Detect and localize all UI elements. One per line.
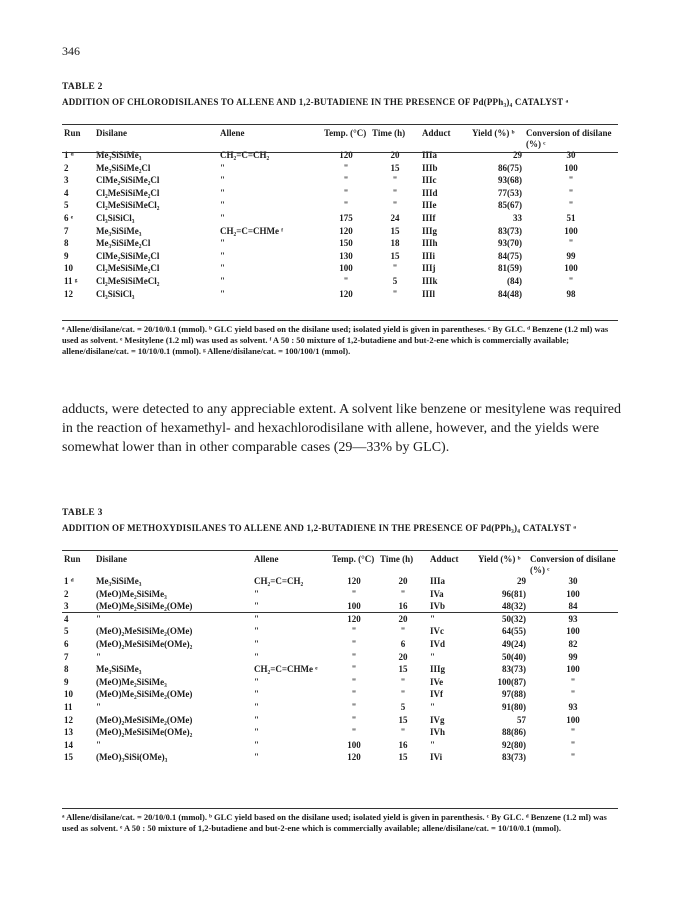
cell-conversion: " xyxy=(570,739,576,750)
table-row xyxy=(62,688,618,701)
cell-disilane: ClMe₂SiSiMe₂Cl xyxy=(96,250,160,261)
cell-adduct: " xyxy=(430,613,435,624)
cell-yield: 96(81) xyxy=(502,588,526,599)
cell-temp: 120 xyxy=(347,613,361,624)
table3 xyxy=(62,554,618,764)
cell-yield: 83(73) xyxy=(502,752,526,763)
table2-header-disilane: Disilane xyxy=(96,128,128,138)
table-row xyxy=(62,701,618,714)
cell-run: 7 xyxy=(64,651,69,662)
cell-run: 8 xyxy=(64,664,69,675)
cell-yield: 93(68) xyxy=(498,175,522,186)
cell-allene: CH₂=C=CH₂ xyxy=(254,576,304,586)
cell-temp: 100 xyxy=(339,263,353,274)
cell-temp: 120 xyxy=(347,576,361,586)
cell-temp: " xyxy=(351,689,357,700)
cell-yield: 93(70) xyxy=(498,238,522,249)
cell-disilane: Cl₃SiSiCl₃ xyxy=(96,212,135,223)
cell-time: 15 xyxy=(398,752,408,763)
cell-adduct: IIIe xyxy=(422,200,437,211)
cell-time: " xyxy=(400,588,406,599)
cell-time: 16 xyxy=(398,739,408,750)
cell-conversion: 100 xyxy=(566,664,580,675)
table3-header-time: Time (h) xyxy=(380,554,414,564)
table2-header-temp: Temp. (°C) xyxy=(324,128,367,138)
cell-disilane: (MeO)Me₂SiSiMe₂(OMe) xyxy=(96,689,193,700)
table-row xyxy=(62,174,618,187)
cell-time: 20 xyxy=(398,576,408,586)
cell-yield: 29 xyxy=(513,150,522,160)
cell-yield: 83(73) xyxy=(502,664,526,675)
table-row xyxy=(62,588,618,601)
cell-temp: 100 xyxy=(347,601,361,612)
cell-conversion: " xyxy=(568,187,574,198)
cell-time: " xyxy=(400,727,406,738)
cell-temp: 130 xyxy=(339,250,353,261)
table-row xyxy=(62,162,618,175)
cell-disilane: " xyxy=(96,739,101,750)
table3-footnote: ᵃ Allene/disilane/cat. = 20/10/0.1 (mmol). ᵇ GLC yield based on the disilane used; isolated yield is given in parenthesis. ᶜ By GLC. ᵈ Benzene (1.2 ml) was used as solvent. ᵉ A 50 : 50 mixture of 1,2-butadiene and but-2-ene which is commercially available; allene/disilane/cat. = 10/10/0.1 (mmol). xyxy=(62,812,607,833)
table-row xyxy=(62,676,618,689)
cell-conversion: 99 xyxy=(568,651,578,662)
table2-caption: ADDITION OF CHLORODISILANES TO ALLENE AND 1,2-BUTADIENE IN THE PRESENCE OF Pd(PPh₃)₄ CATALYST ᵃ xyxy=(62,97,569,107)
cell-time: " xyxy=(400,689,406,700)
cell-allene: " xyxy=(254,601,259,612)
cell-adduct: " xyxy=(430,739,435,750)
table2-header-row xyxy=(62,128,618,149)
cell-adduct: IVc xyxy=(430,626,444,637)
body-paragraph: adducts, were detected to any appreciable extent. A solvent like benzene or mesitylene was required in the reaction of hexamethyl- and hexachlorodisilane with allene, however, and the yields were somewhat lower than in other comparable cases (29—33% by GLC). xyxy=(62,402,622,455)
cell-disilane: (MeO)₂MeSiSiMe₂(OMe) xyxy=(96,626,193,637)
table-row xyxy=(62,262,618,275)
cell-time: " xyxy=(392,187,398,198)
table-row xyxy=(62,651,618,664)
cell-time: " xyxy=(400,676,406,687)
table-row xyxy=(62,250,618,263)
cell-time: 6 xyxy=(400,638,406,649)
cell-run: 15 xyxy=(64,752,73,763)
cell-adduct: " xyxy=(430,651,435,662)
cell-conversion: " xyxy=(568,238,574,249)
cell-disilane: Me₃SiSiMe₃ xyxy=(96,225,142,236)
table-row xyxy=(62,751,618,764)
cell-conversion: 82 xyxy=(568,638,578,649)
cell-conversion: 100 xyxy=(564,162,578,173)
cell-allene: " xyxy=(254,588,259,599)
cell-time: 20 xyxy=(390,150,400,160)
cell-disilane: (MeO)Me₂SiSiMe₃ xyxy=(96,588,167,599)
cell-adduct: IVd xyxy=(430,638,446,649)
cell-allene: " xyxy=(220,200,225,211)
cell-temp: 120 xyxy=(339,150,353,160)
table3-header-conversion: Conversion of disilane (%) ᶜ xyxy=(530,554,616,575)
cell-allene: " xyxy=(254,626,259,637)
cell-allene: " xyxy=(220,162,225,173)
cell-temp: " xyxy=(351,676,357,687)
cell-temp: " xyxy=(351,664,357,675)
cell-temp: " xyxy=(351,701,357,712)
cell-temp: " xyxy=(351,727,357,738)
cell-run: 5 xyxy=(64,200,69,211)
cell-disilane: " xyxy=(96,613,101,624)
table3-top-rule xyxy=(62,550,618,551)
cell-yield: 50(32) xyxy=(502,613,526,624)
cell-temp: " xyxy=(351,714,357,725)
cell-run: 8 xyxy=(64,238,69,249)
cell-adduct: IVb xyxy=(430,601,446,612)
cell-time: " xyxy=(392,263,398,274)
cell-time: 5 xyxy=(400,701,406,712)
table3-header-row xyxy=(62,554,618,575)
cell-temp: 120 xyxy=(339,288,353,299)
cell-run: 2 xyxy=(64,162,69,173)
table-row xyxy=(62,739,618,752)
table-row xyxy=(62,225,618,238)
cell-adduct: IVf xyxy=(430,689,443,700)
cell-conversion: 98 xyxy=(566,288,576,299)
cell-adduct: IIIb xyxy=(422,162,438,173)
cell-adduct: IIIa xyxy=(430,576,446,586)
table-row xyxy=(62,575,618,588)
cell-yield: 50(40) xyxy=(502,651,526,662)
cell-temp: 120 xyxy=(347,752,361,763)
cell-yield: 92(80) xyxy=(502,739,526,750)
cell-run: 6 xyxy=(64,638,69,649)
cell-run: 2 xyxy=(64,588,69,599)
cell-allene: " xyxy=(220,187,225,198)
cell-disilane: (MeO)₃SiSi(OMe)₃ xyxy=(96,752,168,763)
cell-run: 12 xyxy=(64,714,73,725)
table-row xyxy=(62,638,618,651)
table-row xyxy=(62,625,618,638)
cell-disilane: Cl₃SiSiCl₃ xyxy=(96,288,135,299)
cell-allene: CH₂=C=CHMe ᶠ xyxy=(220,225,283,236)
cell-temp: 100 xyxy=(347,739,361,750)
cell-adduct: IVa xyxy=(430,588,444,599)
cell-allene: " xyxy=(220,250,225,261)
cell-run: 12 xyxy=(64,288,73,299)
table3-header-yield: Yield (%) ᵇ xyxy=(478,554,521,564)
cell-allene: " xyxy=(254,727,259,738)
cell-run: 4 xyxy=(64,187,69,198)
cell-allene: " xyxy=(220,238,225,249)
cell-temp: " xyxy=(343,200,349,211)
table-row xyxy=(62,199,618,212)
cell-time: " xyxy=(392,200,398,211)
cell-time: 24 xyxy=(390,212,400,223)
cell-temp: 150 xyxy=(339,238,353,249)
cell-adduct: IIIf xyxy=(422,212,436,223)
cell-adduct: IIIg xyxy=(430,664,446,675)
table3-body xyxy=(62,575,618,764)
table3-header-disilane: Disilane xyxy=(96,554,128,564)
cell-time: 20 xyxy=(398,651,408,662)
cell-temp: 175 xyxy=(339,212,353,223)
table2-footnote: ᵃ Allene/disilane/cat. = 20/10/0.1 (mmol). ᵇ GLC yield based on the disilane used; isolated yield is given in parentheses. ᶜ By GLC. ᵈ Benzene (1.2 ml) was used as solvent. ᵉ Mesitylene (1.2 ml) was used as solvent. ᶠ A 50 : 50 mixture of 1,2-butadiene and but-2-ene which is commercially available; allene/disilane/cat. = 10/10/0.1 (mmol). ᵍ Allene/disilane/cat. = 100/100/1 (mmol). xyxy=(62,324,609,356)
cell-conversion: " xyxy=(570,689,576,700)
cell-run: 9 xyxy=(64,676,69,687)
table2 xyxy=(62,128,618,300)
cell-conversion: " xyxy=(570,676,576,687)
table-row xyxy=(62,714,618,727)
table-row xyxy=(62,613,618,626)
table-row xyxy=(62,149,618,162)
table3-header-run: Run xyxy=(64,554,81,564)
cell-disilane: Cl₂MeSiSiMe₂Cl xyxy=(96,187,160,198)
cell-temp: " xyxy=(343,162,349,173)
cell-disilane: Cl₂MeSiSiMeCl₂ xyxy=(96,275,160,286)
cell-time: " xyxy=(400,626,406,637)
cell-disilane: Me₃SiSiMe₂Cl xyxy=(96,162,151,173)
cell-temp: " xyxy=(351,626,357,637)
cell-adduct: IVe xyxy=(430,676,444,687)
table3-header xyxy=(62,554,618,575)
table3-header-adduct: Adduct xyxy=(430,554,459,564)
cell-allene: CH₂=C=CHMe ᵉ xyxy=(254,664,318,675)
table-row xyxy=(62,275,618,288)
cell-run: 3 xyxy=(64,601,69,612)
cell-allene: " xyxy=(254,638,259,649)
cell-run: 5 xyxy=(64,626,69,637)
cell-conversion: 93 xyxy=(568,701,578,712)
cell-adduct: IIIh xyxy=(422,238,438,249)
cell-conversion: 51 xyxy=(566,212,576,223)
table3-label: TABLE 3 xyxy=(62,508,103,518)
cell-yield: 85(67) xyxy=(498,200,522,211)
table-row xyxy=(62,726,618,739)
cell-time: 16 xyxy=(398,601,408,612)
cell-yield: 48(32) xyxy=(502,601,526,612)
cell-run: 10 xyxy=(64,689,73,700)
cell-conversion: 100 xyxy=(564,225,578,236)
cell-yield: 83(73) xyxy=(498,225,522,236)
table-row xyxy=(62,288,618,301)
cell-yield: 49(24) xyxy=(502,638,526,649)
cell-run: 1 ᵈ xyxy=(64,576,74,586)
cell-disilane: Me₃SiSiMe₃ xyxy=(96,576,142,586)
table2-header-allene: Allene xyxy=(220,128,245,138)
table3-header-rule xyxy=(62,612,618,613)
cell-time: 15 xyxy=(390,225,400,236)
cell-time: 15 xyxy=(390,250,400,261)
cell-conversion: " xyxy=(570,752,576,763)
cell-adduct: IIIa xyxy=(422,150,438,160)
cell-time: 18 xyxy=(390,238,400,249)
cell-adduct: IIId xyxy=(422,187,438,198)
cell-conversion: 100 xyxy=(566,588,580,599)
cell-disilane: (MeO)₂MeSiSiMe(OMe)₂ xyxy=(96,638,193,649)
cell-conversion: 100 xyxy=(566,714,580,725)
cell-adduct: IVh xyxy=(430,727,446,738)
cell-allene: " xyxy=(220,288,225,299)
cell-disilane: (MeO)Me₂SiSiMe₂(OMe) xyxy=(96,601,193,612)
table2-bottom-rule xyxy=(62,320,618,321)
cell-conversion: 84 xyxy=(568,601,578,612)
cell-disilane: Me₃SiSiMe₃ xyxy=(96,150,142,160)
table3-caption: ADDITION OF METHOXYDISILANES TO ALLENE AND 1,2-BUTADIENE IN THE PRESENCE OF Pd(PPh₃)₄ CATALYST ᵃ xyxy=(62,523,577,533)
cell-run: 10 xyxy=(64,263,73,274)
table2-header-conversion: Conversion of disilane (%) ᶜ xyxy=(526,128,612,149)
cell-adduct: IIIk xyxy=(422,275,438,286)
table-row xyxy=(62,212,618,225)
cell-run: 4 xyxy=(64,613,69,624)
cell-allene: " xyxy=(220,263,225,274)
cell-disilane: Me₃SiSiMe₂Cl xyxy=(96,238,151,249)
cell-time: 5 xyxy=(392,275,398,286)
cell-adduct: IIIi xyxy=(422,250,436,261)
cell-yield: 84(48) xyxy=(498,288,522,299)
cell-conversion: 99 xyxy=(566,250,576,261)
cell-yield: 29 xyxy=(517,576,526,586)
cell-yield: 57 xyxy=(517,714,526,725)
table-row xyxy=(62,237,618,250)
cell-time: 15 xyxy=(390,162,400,173)
cell-conversion: " xyxy=(568,275,574,286)
table2-header-run: Run xyxy=(64,128,81,138)
cell-temp: 120 xyxy=(339,225,353,236)
table-row xyxy=(62,187,618,200)
cell-temp: " xyxy=(351,638,357,649)
cell-disilane: " xyxy=(96,651,101,662)
cell-yield: 33 xyxy=(513,212,522,223)
cell-disilane: (MeO)₂MeSiSiMe₂(OMe) xyxy=(96,714,193,725)
cell-temp: " xyxy=(343,175,349,186)
cell-allene: " xyxy=(220,275,225,286)
cell-allene: " xyxy=(254,689,259,700)
table2-header xyxy=(62,128,618,149)
table2-top-rule xyxy=(62,124,618,125)
page-number: 346 xyxy=(62,44,80,58)
cell-conversion: " xyxy=(570,727,576,738)
cell-adduct: IIIg xyxy=(422,225,438,236)
cell-disilane: Me₃SiSiMe₃ xyxy=(96,664,142,675)
cell-time: " xyxy=(392,175,398,186)
cell-time: " xyxy=(392,288,398,299)
cell-disilane: Cl₂MeSiSiMeCl₂ xyxy=(96,200,160,211)
cell-adduct: IVi xyxy=(430,752,443,763)
table3-header-temp: Temp. (°C) xyxy=(332,554,375,564)
cell-time: 15 xyxy=(398,664,408,675)
cell-allene: " xyxy=(254,714,259,725)
cell-run: 7 xyxy=(64,225,69,236)
cell-conversion: 93 xyxy=(568,613,578,624)
cell-allene: " xyxy=(254,651,259,662)
cell-yield: 91(80) xyxy=(502,701,526,712)
table3-header-allene: Allene xyxy=(254,554,279,564)
table2-body xyxy=(62,149,618,300)
cell-run: 1 ᵈ xyxy=(64,150,74,160)
cell-time: 15 xyxy=(398,714,408,725)
cell-adduct: IIIj xyxy=(422,263,436,274)
cell-conversion: 100 xyxy=(566,626,580,637)
cell-allene: " xyxy=(254,676,259,687)
cell-temp: " xyxy=(351,651,357,662)
cell-run: 6 ᵉ xyxy=(64,212,74,223)
cell-run: 3 xyxy=(64,175,69,186)
cell-yield: (84) xyxy=(507,275,522,286)
cell-disilane: ClMe₂SiSiMe₂Cl xyxy=(96,175,160,186)
cell-conversion: 30 xyxy=(566,150,576,160)
table2-header-yield: Yield (%) ᵇ xyxy=(472,128,515,138)
cell-temp: " xyxy=(343,275,349,286)
cell-allene: " xyxy=(254,752,259,763)
table-row xyxy=(62,600,618,613)
cell-yield: 77(53) xyxy=(498,187,522,198)
cell-allene: " xyxy=(254,701,259,712)
cell-disilane: " xyxy=(96,701,101,712)
cell-adduct: " xyxy=(430,701,435,712)
cell-yield: 84(75) xyxy=(498,250,522,261)
cell-run: 11 ᵍ xyxy=(64,275,78,286)
cell-conversion: " xyxy=(568,200,574,211)
cell-temp: " xyxy=(351,588,357,599)
cell-yield: 88(86) xyxy=(502,727,526,738)
cell-run: 11 xyxy=(64,701,73,712)
cell-yield: 97(88) xyxy=(502,689,526,700)
cell-allene: " xyxy=(254,739,259,750)
table-row xyxy=(62,663,618,676)
table3-bottom-rule xyxy=(62,808,618,809)
cell-yield: 86(75) xyxy=(498,162,522,173)
cell-temp: " xyxy=(343,187,349,198)
cell-allene: " xyxy=(254,613,259,624)
cell-allene: " xyxy=(220,212,225,223)
cell-run: 14 xyxy=(64,739,73,750)
cell-conversion: " xyxy=(568,175,574,186)
cell-run: 13 xyxy=(64,727,73,738)
table2-label: TABLE 2 xyxy=(62,82,103,92)
cell-adduct: IIIc xyxy=(422,175,437,186)
cell-yield: 64(55) xyxy=(502,626,526,637)
cell-allene: CH₂=C=CH₂ xyxy=(220,150,270,160)
cell-adduct: IIIl xyxy=(422,288,436,299)
cell-yield: 100(87) xyxy=(497,676,526,687)
cell-conversion: 30 xyxy=(568,576,578,586)
table2-header-adduct: Adduct xyxy=(422,128,451,138)
cell-run: 9 xyxy=(64,250,69,261)
cell-adduct: IVg xyxy=(430,714,445,725)
cell-yield: 81(59) xyxy=(498,263,522,274)
cell-conversion: 100 xyxy=(564,263,578,274)
cell-disilane: (MeO)₂MeSiSiMe(OMe)₂ xyxy=(96,727,193,738)
table2-header-time: Time (h) xyxy=(372,128,406,138)
cell-disilane: (MeO)Me₂SiSiMe₃ xyxy=(96,676,167,687)
table2-header-rule xyxy=(62,152,618,153)
cell-disilane: Cl₂MeSiSiMe₂Cl xyxy=(96,263,160,274)
cell-allene: " xyxy=(220,175,225,186)
cell-time: 20 xyxy=(398,613,408,624)
